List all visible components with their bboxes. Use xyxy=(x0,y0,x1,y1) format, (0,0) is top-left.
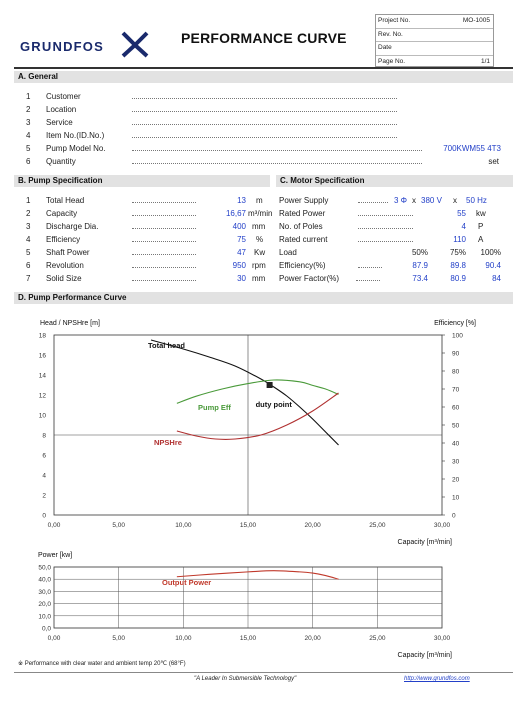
row-unit: % xyxy=(256,235,264,244)
field-label: Rev. No. xyxy=(378,30,403,38)
row-number: 1 xyxy=(26,196,31,205)
row-number: 2 xyxy=(26,105,31,114)
y2-tick-label: 90 xyxy=(452,350,460,358)
y2-tick-label: 0 xyxy=(452,512,456,520)
date-row xyxy=(376,42,493,56)
series-line-total-head xyxy=(151,340,339,445)
y2-axis-label: Efficiency [%] xyxy=(434,320,476,327)
separator: x xyxy=(412,196,416,205)
motor-rated-current-row xyxy=(276,235,514,248)
dotted-leader xyxy=(132,163,422,164)
y2-tick-label: 10 xyxy=(452,494,460,502)
pump-spec-row xyxy=(14,222,264,235)
dotted-leader xyxy=(132,98,397,99)
general-row xyxy=(14,157,513,170)
row-label: Rated Power xyxy=(279,209,326,218)
dotted-leader xyxy=(358,267,382,268)
dotted-leader xyxy=(356,280,380,281)
x-tick-label: 5,00 xyxy=(112,635,125,642)
row-unit: A xyxy=(478,235,484,244)
motor-poles-row xyxy=(276,222,514,235)
motor-rated-power-row xyxy=(276,209,514,222)
x-tick-label: 30,00 xyxy=(433,522,451,529)
efficiency-100: 90.4 xyxy=(485,261,501,270)
load-75: 75% xyxy=(449,248,466,257)
row-value: 110 xyxy=(453,235,466,244)
motor-load-row xyxy=(276,248,514,261)
x-tick-label: 10,00 xyxy=(175,522,192,529)
pf-75: 80.9 xyxy=(450,274,466,283)
x-tick-label: 30,00 xyxy=(433,635,451,642)
y-tick-label: 6 xyxy=(42,452,46,460)
row-unit: kw xyxy=(476,209,486,218)
y-tick-label: 20,0 xyxy=(38,601,51,609)
footnote: ※ Performance with clear water and ambient temp 20℃ (68°F) xyxy=(18,661,186,667)
row-value: 30 xyxy=(237,274,246,283)
y-axis-label: Head / NPSHre [m] xyxy=(40,320,100,327)
dotted-leader xyxy=(132,215,196,216)
pump-spec-row xyxy=(14,261,264,274)
row-label: Item No.(ID.No.) xyxy=(46,131,105,140)
row-label: Power Supply xyxy=(279,196,329,205)
row-number: 3 xyxy=(26,222,31,231)
motor-power-supply-row xyxy=(276,196,514,209)
efficiency-75: 89.8 xyxy=(450,261,466,270)
row-number: 4 xyxy=(26,131,31,140)
efficiency-50: 87.9 xyxy=(412,261,428,270)
pump-spec-row xyxy=(14,235,264,248)
y-tick-label: 8 xyxy=(42,432,46,440)
row-unit: rpm xyxy=(252,261,266,270)
phase-value: 3 Φ xyxy=(394,196,408,205)
x-tick-label: 25,00 xyxy=(369,635,386,642)
series-label: Pump Eff xyxy=(198,403,231,412)
row-number: 1 xyxy=(26,92,31,101)
row-value: 13 xyxy=(237,196,246,205)
separator: x xyxy=(453,196,457,205)
row-value: 75 xyxy=(237,235,246,244)
pump-model-value: 700KWM55 4T3 xyxy=(443,144,501,153)
y-tick-label: 16 xyxy=(38,352,46,360)
row-value: 400 xyxy=(232,222,246,231)
pf-50: 73.4 xyxy=(412,274,428,283)
voltage-value: 380 V xyxy=(421,196,442,205)
row-number: 4 xyxy=(26,235,31,244)
power-chart xyxy=(0,549,527,664)
pump-spec-row xyxy=(14,209,273,222)
load-50: 50% xyxy=(411,248,428,257)
general-row xyxy=(14,92,513,105)
row-number: 3 xyxy=(26,118,31,127)
row-unit: mm xyxy=(252,274,266,283)
row-unit: m xyxy=(256,196,263,205)
frequency-value: 50 Hz xyxy=(466,196,487,205)
x-tick-label: 15,00 xyxy=(239,522,257,529)
page-title: PERFORMANCE CURVE xyxy=(181,30,347,46)
section-motor-spec-heading: C. Motor Specification xyxy=(276,175,513,187)
row-number: 7 xyxy=(26,274,31,283)
y-axis-label: Power [kw] xyxy=(38,552,73,559)
rev-no-row xyxy=(376,29,493,43)
row-label: Load xyxy=(279,248,297,257)
row-label: Location xyxy=(46,105,77,114)
row-label: Shaft Power xyxy=(46,248,90,257)
x-tick-label: 0,00 xyxy=(47,522,61,529)
row-unit: m³/min xyxy=(248,209,273,218)
dotted-leader xyxy=(358,241,413,242)
footer-divider xyxy=(14,672,513,673)
dotted-leader xyxy=(358,228,413,229)
row-number: 6 xyxy=(26,261,31,270)
section-pump-spec-heading: B. Pump Specification xyxy=(14,175,270,187)
row-number: 2 xyxy=(26,209,31,218)
dotted-leader xyxy=(358,202,388,203)
row-value: 47 xyxy=(237,248,246,257)
y-tick-label: 0 xyxy=(42,512,46,520)
row-value: 16,67 xyxy=(225,209,246,218)
row-number: 5 xyxy=(26,144,31,153)
dotted-leader xyxy=(132,254,196,255)
row-label: Revolution xyxy=(46,261,84,270)
y-tick-label: 0,0 xyxy=(41,625,51,633)
duty-point-marker xyxy=(267,382,273,388)
project-info-box xyxy=(375,14,494,67)
x-tick-label: 10,00 xyxy=(175,635,192,642)
y-tick-label: 50,0 xyxy=(38,564,51,572)
dotted-leader xyxy=(132,150,422,151)
row-label: Efficiency xyxy=(46,235,81,244)
row-label: Efficiency(%) xyxy=(279,261,326,270)
slogan: "A Leader In Submersible Technology" xyxy=(194,676,297,682)
row-label: Total Head xyxy=(46,196,85,205)
row-number: 6 xyxy=(26,157,31,166)
motor-power-factor-row xyxy=(276,274,514,287)
row-label: Rated current xyxy=(279,235,328,244)
x-tick-label: 20,00 xyxy=(304,522,321,529)
y2-tick-label: 100 xyxy=(452,332,463,340)
y-tick-label: 30,0 xyxy=(38,588,51,596)
series-label: Total head xyxy=(148,341,185,350)
website-link[interactable]: http://www.grundfos.com xyxy=(404,676,470,682)
field-value: 1/1 xyxy=(480,57,490,65)
x-axis-label: Capacity [m³/min] xyxy=(397,652,452,659)
grundfos-x-icon xyxy=(120,29,150,59)
brand-name: GRUNDFOS xyxy=(20,39,104,54)
pump-spec-row xyxy=(14,196,264,209)
dotted-leader xyxy=(132,280,196,281)
x-tick-label: 5,00 xyxy=(112,522,125,529)
field-value: MO-1005 xyxy=(462,17,490,24)
row-label: Solid Size xyxy=(46,274,82,283)
general-row xyxy=(14,118,513,131)
y-tick-label: 18 xyxy=(38,332,46,340)
y2-tick-label: 20 xyxy=(452,476,460,484)
y-tick-label: 40,0 xyxy=(38,576,51,584)
load-100: 100% xyxy=(480,248,501,257)
y-tick-label: 2 xyxy=(42,492,46,500)
y-tick-label: 4 xyxy=(42,472,46,480)
field-label: Date xyxy=(378,44,392,51)
series-label: NPSHre xyxy=(154,438,182,447)
row-label: Capacity xyxy=(46,209,78,218)
row-value: 950 xyxy=(232,261,246,270)
x-tick-label: 0,00 xyxy=(47,635,61,642)
row-number: 5 xyxy=(26,248,31,257)
row-unit: Kw xyxy=(254,248,266,257)
row-unit: P xyxy=(478,222,484,231)
y2-tick-label: 60 xyxy=(452,404,460,412)
y-tick-label: 10 xyxy=(38,412,46,420)
dotted-leader xyxy=(132,241,196,242)
x-tick-label: 15,00 xyxy=(239,635,257,642)
dotted-leader xyxy=(358,215,413,216)
row-label: Power Factor(%) xyxy=(279,274,340,283)
y-tick-label: 10,0 xyxy=(38,613,51,621)
x-tick-label: 25,00 xyxy=(369,522,386,529)
dotted-leader xyxy=(132,137,397,138)
section-general-heading: A. General xyxy=(14,71,513,83)
row-label: Discharge Dia. xyxy=(46,222,99,231)
row-label: Quantity xyxy=(46,157,76,166)
y-tick-label: 14 xyxy=(38,372,46,380)
row-label: Service xyxy=(46,118,73,127)
row-value: 4 xyxy=(461,222,466,231)
y2-tick-label: 80 xyxy=(452,368,460,376)
row-label: No. of Poles xyxy=(279,222,323,231)
performance-chart xyxy=(0,318,527,558)
project-no-row xyxy=(376,15,493,29)
section-performance-heading: D. Pump Performance Curve xyxy=(14,292,513,304)
dotted-leader xyxy=(132,111,397,112)
y2-tick-label: 40 xyxy=(452,440,460,448)
y2-tick-label: 30 xyxy=(452,458,460,466)
row-label: Pump Model No. xyxy=(46,144,106,153)
row-label: Customer xyxy=(46,92,81,101)
general-row xyxy=(14,105,513,118)
motor-efficiency-row xyxy=(276,261,514,274)
dotted-leader xyxy=(132,228,196,229)
field-label: Project No. xyxy=(378,17,411,24)
y-tick-label: 12 xyxy=(38,392,46,400)
field-label: Page No. xyxy=(378,57,406,65)
dotted-leader xyxy=(132,267,196,268)
grundfos-logo xyxy=(20,27,150,67)
pump-spec-row xyxy=(14,248,264,261)
dotted-leader xyxy=(132,202,196,203)
dotted-leader xyxy=(132,124,397,125)
quantity-unit: set xyxy=(488,157,499,166)
x-axis-label: Capacity [m³/min] xyxy=(397,539,452,546)
series-label: Output Power xyxy=(162,578,212,587)
general-row xyxy=(14,131,513,144)
pf-100: 84 xyxy=(492,274,501,283)
x-tick-label: 20,00 xyxy=(304,635,321,642)
header-divider xyxy=(14,67,513,69)
row-value: 55 xyxy=(457,209,466,218)
row-unit: mm xyxy=(252,222,266,231)
general-row xyxy=(14,144,513,157)
y2-tick-label: 50 xyxy=(452,422,460,430)
y2-tick-label: 70 xyxy=(452,386,460,394)
pump-spec-row xyxy=(14,274,264,287)
duty-point-label: duty point xyxy=(255,400,292,409)
